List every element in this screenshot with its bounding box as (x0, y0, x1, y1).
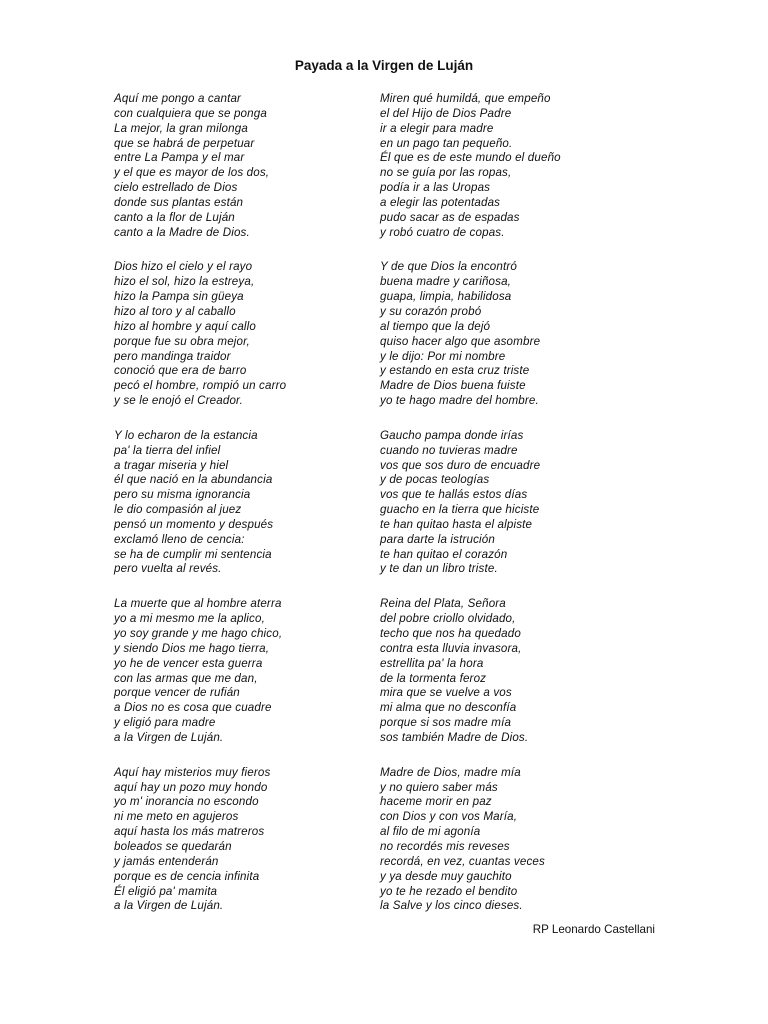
verse-line: ni me meto en agujeros (114, 810, 239, 824)
verse-line: boleados se quedarán (114, 839, 232, 853)
verse-line: aquí hay un pozo muy hondo (114, 780, 268, 794)
verse-line: Miren qué humildá, que empeño (380, 92, 551, 105)
verse-line: el del Hijo de Dios Padre (380, 106, 512, 120)
verse-line: Reina del Plata, Señora (380, 597, 506, 611)
verse-line: Y de que Dios la encontró (380, 260, 517, 274)
verse-line: y estando en esta cruz triste (380, 364, 530, 378)
verse-line: para darte la istrución (380, 532, 495, 546)
verse-line: Madre de Dios buena fuiste (380, 379, 526, 393)
verse-line: él que nació en la abundancia (114, 473, 273, 487)
verse-line: y robó cuatro de copas. (380, 225, 505, 239)
verse-line: cielo estrellado de Dios (114, 181, 238, 195)
stanza (114, 766, 286, 914)
verse-line: y de pocas teologías (380, 473, 490, 487)
verse-line: aquí hasta los más matreros (114, 825, 265, 839)
verse-line: guacho en la tierra que hiciste (380, 503, 540, 517)
verse-line: quiso hacer algo que asombre (380, 334, 541, 348)
verse-line: con las armas que me dan, (114, 671, 258, 685)
verse-line: pecó el hombre, rompió un carro (114, 379, 287, 393)
verse-line: y siendo Dios me hago tierra, (114, 641, 270, 655)
verse-line: techo que nos ha quedado (380, 627, 521, 640)
stanza (380, 92, 561, 240)
stanza (114, 429, 286, 577)
verse-line: y le dijo: Por mi nombre (380, 349, 506, 363)
stanza (380, 597, 561, 745)
verse-line: pero su misma ignorancia (114, 488, 251, 502)
verse-line: La muerte que al hombre aterra (114, 597, 282, 611)
verse-line: entre La Pampa y el mar (114, 151, 245, 165)
verse-line: a tragar miseria y hiel (114, 458, 229, 472)
verse-line: Y lo echaron de la estancia (114, 428, 258, 442)
verse-line: a Dios no es cosa que cuadre (114, 701, 272, 715)
verse-line: hizo el sol, hizo la estreya, (114, 275, 255, 289)
verse-line: pa' la tierra del infiel (114, 443, 221, 457)
verse-line: vos que te hallás estos días (380, 488, 528, 502)
verse-line: mi alma que no desconfía (380, 701, 517, 715)
verse-line: a la Virgen de Luján. (114, 730, 224, 744)
verse-line: yo te he rezado el bendito (380, 884, 518, 898)
verse-line: porque fue su obra mejor, (114, 334, 250, 348)
verse-line: Él que es de este mundo el dueño (380, 151, 561, 165)
verse-line: donde sus plantas están (114, 195, 244, 209)
verse-line: hizo al toro y al caballo (114, 304, 236, 318)
stanza (380, 766, 561, 914)
verse-line: exclamó lleno de cencia: (114, 532, 245, 546)
verse-line: Dios hizo el cielo y el rayo (114, 260, 253, 274)
verse-line: y su corazón probó (380, 304, 482, 318)
verse-line: del pobre criollo olvidado, (380, 612, 516, 626)
verse-line: canto a la flor de Luján (114, 210, 235, 224)
verse-line: Aquí hay misterios muy fieros (114, 765, 271, 779)
verse-line: y ya desde muy gauchito (380, 869, 512, 883)
verse-line: buena madre y cariñosa, (380, 275, 512, 289)
verse-line: Aquí me pongo a cantar (114, 92, 242, 105)
verse-line: y se le enojó el Creador. (114, 394, 243, 408)
right-column (380, 92, 561, 934)
verse-line: porque es de cencia infinita (114, 869, 260, 883)
stanza (380, 260, 561, 408)
verse-line: Él eligió pa' mamita (114, 884, 218, 898)
author-signature: RP Leonardo Castellani (532, 923, 655, 936)
verse-line: y jamás entenderán (114, 854, 219, 868)
verse-line: Madre de Dios, madre mía (380, 765, 521, 779)
verse-line: porque si sos madre mía (380, 716, 512, 730)
verse-line: yo he de vencer esta guerra (114, 656, 263, 670)
stanza (114, 92, 286, 240)
verse-line: y eligió para madre (114, 716, 216, 730)
verse-line: pero mandinga traidor (114, 349, 231, 363)
poem-title: Payada a la Virgen de Luján (294, 58, 474, 73)
verse-line: yo m' inorancia no escondo (114, 795, 259, 809)
verse-line: al filo de mi agonía (380, 825, 481, 839)
verse-line: no se guía por las ropas, (380, 166, 512, 180)
verse-line: La mejor, la gran milonga (114, 121, 248, 135)
verse-line: te han quitao hasta el alpiste (380, 517, 533, 531)
verse-line: que se habrá de perpetuar (114, 136, 255, 150)
verse-line: ir a elegir para madre (380, 121, 494, 135)
verse-line: cuando no tuvieras madre (380, 443, 518, 457)
verse-line: le dio compasión al juez (114, 503, 242, 517)
verse-line: no recordés mis reveses (380, 839, 510, 853)
verse-line: conoció que era de barro (114, 364, 247, 378)
verse-line: pensó un momento y después (114, 517, 274, 531)
verse-line: de la tormenta feroz (380, 671, 487, 685)
verse-line: podía ir a las Uropas (380, 181, 491, 195)
verse-line: a elegir las potentadas (380, 195, 501, 209)
verse-line: yo a mi mesmo me la aplico, (114, 612, 265, 626)
verse-line: haceme morir en paz (380, 795, 492, 809)
verse-line: recordá, en vez, cuantas veces (380, 854, 545, 868)
verse-line: al tiempo que la dejó (380, 319, 491, 333)
verse-line: con Dios y con vos María, (380, 810, 518, 824)
verse-line: sos también Madre de Dios. (380, 730, 529, 744)
verse-line: contra esta lluvia invasora, (380, 641, 522, 655)
verse-line: estrellita pa' la hora (380, 656, 484, 670)
verse-line: se ha de cumplir mi sentencia (114, 547, 272, 561)
verse-line: pudo sacar as de espadas (380, 210, 520, 224)
verse-line: a la Virgen de Luján. (114, 899, 224, 913)
verse-line: la Salve y los cinco dieses. (380, 899, 523, 913)
verse-line: te han quitao el corazón (380, 547, 508, 561)
left-column (114, 92, 286, 934)
verse-line: con cualquiera que se ponga (114, 106, 267, 120)
verse-line: y no quiero saber más (380, 780, 498, 794)
verse-line: yo te hago madre del hombre. (380, 394, 539, 408)
verse-line: en un pago tan pequeño. (380, 136, 513, 150)
verse-line: porque vencer de rufián (114, 686, 240, 700)
verse-line: y el que es mayor de los dos, (114, 166, 270, 180)
verse-line: mira que se vuelve a vos (380, 686, 512, 700)
verse-line: hizo al hombre y aquí callo (114, 319, 256, 333)
verse-line: pero vuelta al revés. (114, 562, 222, 576)
stanza (380, 429, 561, 577)
verse-line: Gaucho pampa donde irías (380, 428, 524, 442)
verse-line: vos que sos duro de encuadre (380, 458, 541, 472)
verse-line: hizo la Pampa sin güeya (114, 290, 244, 304)
stanza (114, 260, 286, 408)
verse-line: yo soy grande y me hago chico, (114, 627, 283, 640)
verse-line: guapa, limpia, habilidosa (380, 290, 512, 304)
stanza (114, 597, 286, 745)
verse-line: canto a la Madre de Dios. (114, 225, 250, 239)
verse-line: y te dan un libro triste. (380, 562, 498, 576)
